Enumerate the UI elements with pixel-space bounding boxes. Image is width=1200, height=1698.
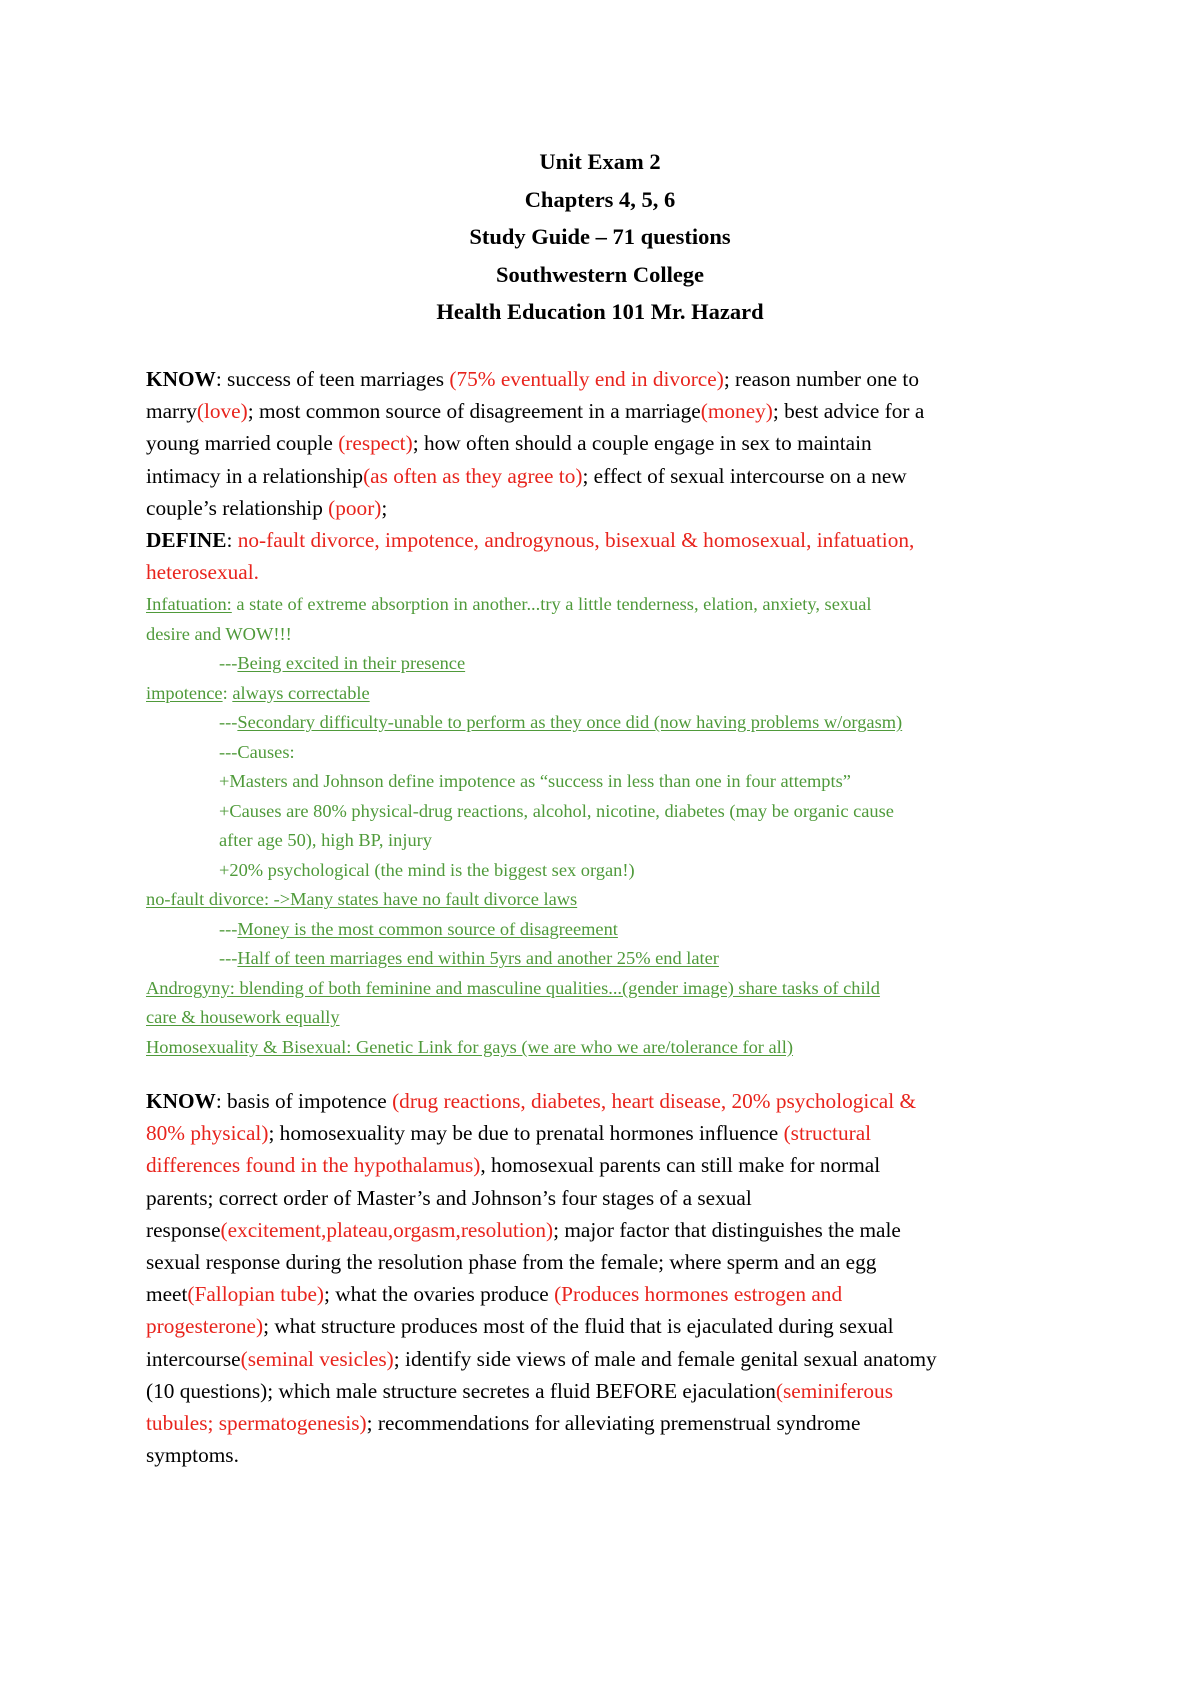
define-label: DEFINE [146, 528, 227, 552]
header-chapters: Chapters 4, 5, 6 [524, 186, 676, 212]
know1-line [146, 395, 1066, 427]
text: intercourse [146, 1346, 241, 1371]
know-label: KNOW [146, 367, 216, 391]
text: ; [381, 495, 388, 520]
note-line [146, 944, 1066, 974]
text: (10 questions); which male structure secretes a fluid BEFORE ejaculation [146, 1378, 776, 1403]
text: response [146, 1217, 221, 1242]
answer: 80% physical) [146, 1121, 269, 1146]
know1-line [146, 460, 1066, 492]
note-line [146, 590, 1066, 620]
answer: (Produces hormones estrogen and [554, 1282, 843, 1307]
note-line: ---Causes: [219, 741, 295, 762]
note-dashes: --- [219, 712, 238, 732]
note-line: no-fault divorce: ->Many states have no fault divorce laws [146, 889, 578, 909]
note-dashes: --- [219, 918, 238, 939]
note-line: +Masters and Johnson define impotence as “success in less than one in four attempts” [219, 771, 851, 791]
answer: (75% eventually end in divorce) [449, 367, 724, 391]
note-line: Homosexuality & Bisexual: Genetic Link for gays (we are who we are/tolerance for all) [146, 1036, 794, 1057]
know2-line [146, 1085, 1066, 1117]
know-section-2 [146, 1085, 1066, 1471]
text: ; best advice for a [772, 399, 925, 424]
note-text: : [222, 682, 233, 703]
define-section [146, 524, 1066, 588]
define-line: heterosexual. [146, 560, 259, 585]
text: ; identify side views of male and female genital sexual anatomy [393, 1346, 937, 1371]
note-line [146, 708, 1066, 738]
header-college: Southwestern College [495, 261, 705, 287]
note-line [146, 679, 1066, 709]
text: , homosexual parents can still make for normal [480, 1153, 881, 1178]
note-text: Secondary difficulty-unable to perform as they once did (now having problems w/orgasm) [237, 712, 903, 732]
note-line: Androgyny: blending of both feminine and masculine qualities...(gender image) share tasks of child [146, 977, 880, 998]
text: : basis of impotence [215, 1089, 393, 1113]
answer: tubules; spermatogenesis) [146, 1411, 367, 1436]
answer: (love) [196, 399, 248, 424]
note-line: after age 50), high BP, injury [219, 830, 432, 850]
know2-line: symptoms. [146, 1443, 239, 1468]
text: couple’s relationship [146, 495, 329, 520]
note-line: care & housework equally [146, 1007, 340, 1027]
note-dashes: --- [219, 653, 238, 673]
answer: (excitement,plateau,orgasm,resolution) [220, 1217, 554, 1242]
know2-line [146, 1278, 1066, 1310]
know2-line [146, 1214, 1066, 1246]
text: meet [146, 1282, 188, 1307]
answer: (Fallopian tube) [187, 1282, 325, 1307]
text: ; recommendations for alleviating premenstrual syndrome [366, 1411, 861, 1436]
answer: differences found in the hypothalamus) [146, 1153, 481, 1178]
note-text: Half of teen marriages end within 5yrs and another 25% end later [237, 948, 719, 968]
answer: no-fault divorce, impotence, androgynous, bisexual & homosexual, infatuation, [237, 528, 915, 552]
note-term: impotence [146, 682, 223, 703]
know2-line [146, 1343, 1066, 1375]
know2-line: sexual response during the resolution phase from the female; where sperm and an egg [146, 1250, 877, 1275]
note-line: +Causes are 80% physical-drug reactions, alcohol, nicotine, diabetes (may be organic cause [219, 800, 894, 821]
header-study-guide: Study Guide – 71 questions [469, 224, 731, 249]
know1-line [146, 492, 1066, 524]
answer: (poor) [328, 495, 382, 520]
note-text: Money is the most common source of disagreement [237, 918, 618, 939]
text: ; reason number one to [723, 367, 919, 391]
know1-line [146, 427, 1066, 459]
text: ; how often should a couple engage in sex to maintain [412, 431, 872, 456]
text: ; effect of sexual intercourse on a new [582, 463, 907, 488]
text: : [226, 528, 238, 552]
note-text: a state of extreme absorption in another...try a little tenderness, elation, anxiety, sexual [231, 594, 872, 614]
text: ; homosexuality may be due to prenatal hormones influence [268, 1121, 784, 1146]
text: ; what structure produces most of the fluid that is ejaculated during sexual [263, 1314, 894, 1339]
note-line [146, 915, 1066, 945]
know2-line [146, 1375, 1066, 1407]
know2-line [146, 1117, 1066, 1149]
definition-notes [146, 590, 1066, 1062]
answer: (money) [700, 399, 773, 424]
text: : success of teen marriages [215, 367, 450, 391]
know2-line: parents; correct order of Master’s and Johnson’s four stages of a sexual [146, 1185, 752, 1210]
answer: (seminiferous [775, 1378, 893, 1403]
header-title: Unit Exam 2 [539, 149, 661, 174]
know2-line [146, 1407, 1066, 1439]
answer: (structural [783, 1121, 872, 1146]
note-dashes: --- [219, 948, 238, 968]
define-line [146, 524, 1066, 556]
answer: (drug reactions, diabetes, heart disease, 20% psychological & [392, 1089, 917, 1113]
note-line [146, 649, 1066, 679]
text: marry [146, 399, 197, 424]
know-section-1 [146, 363, 1066, 524]
note-text: Being excited in their presence [237, 653, 466, 673]
note-term: Infatuation: [146, 594, 232, 614]
know2-line [146, 1310, 1066, 1342]
note-line: desire and WOW!!! [146, 623, 292, 644]
text: ; most common source of disagreement in a marriage [247, 399, 701, 424]
note-line: +20% psychological (the mind is the biggest sex organ!) [219, 859, 635, 880]
know1-line [146, 363, 1066, 395]
text: ; major factor that distinguishes the male [553, 1217, 901, 1242]
know2-line [146, 1149, 1066, 1181]
text: intimacy in a relationship [146, 463, 364, 488]
answer: (respect) [338, 431, 413, 456]
header-course: Health Education 101 Mr. Hazard [436, 299, 764, 324]
know-label: KNOW [146, 1089, 216, 1113]
answer: progesterone) [146, 1314, 264, 1339]
note-text: always correctable [232, 682, 370, 703]
text: young married couple [146, 431, 339, 456]
answer: (as often as they agree to) [363, 463, 583, 488]
document-header [0, 143, 1200, 331]
text: ; what the ovaries produce [324, 1282, 555, 1307]
answer: (seminal vesicles) [240, 1346, 394, 1371]
